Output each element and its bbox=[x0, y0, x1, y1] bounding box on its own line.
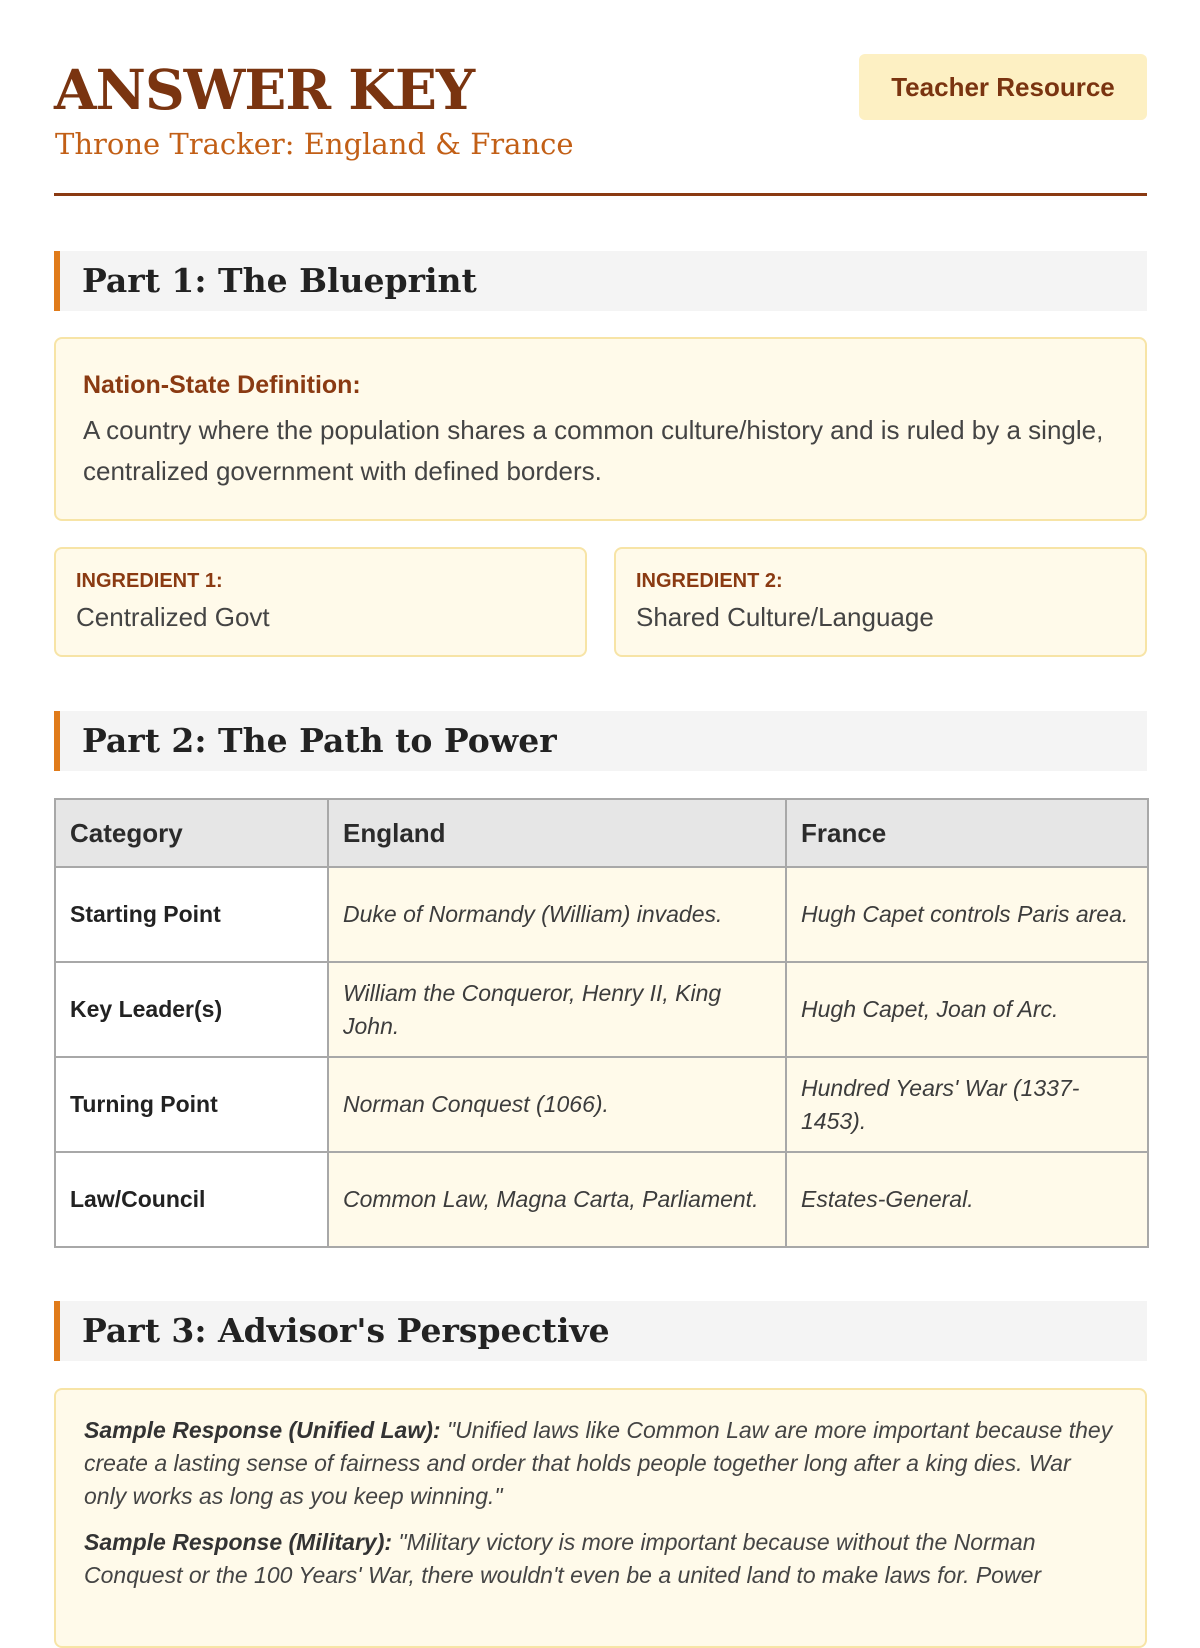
england-cell: Duke of Normandy (William) invades. bbox=[328, 867, 786, 962]
advisor-response-box bbox=[54, 1388, 1147, 1648]
response-label: Sample Response (Unified Law): bbox=[84, 1417, 441, 1443]
definition-box bbox=[54, 337, 1147, 521]
definition-text: A country where the population shares a common culture/history and is ruled by a single, centralized government with defined borders. bbox=[83, 415, 1104, 486]
england-cell: William the Conqueror, Henry II, King John. bbox=[328, 962, 786, 1057]
definition-label: Nation-State Definition: bbox=[83, 371, 361, 399]
sample-response-military bbox=[84, 1526, 1119, 1592]
sample-response-unified-law bbox=[84, 1414, 1119, 1513]
france-cell: Hugh Capet, Joan of Arc. bbox=[786, 962, 1148, 1057]
category-cell: Starting Point bbox=[55, 867, 328, 962]
table-header-row bbox=[55, 799, 1148, 867]
part2-heading: Part 2: The Path to Power bbox=[54, 711, 1147, 771]
table-row bbox=[55, 867, 1148, 962]
path-to-power-table bbox=[54, 798, 1149, 1248]
response-text: "Unified laws like Common Law are more important because they create a lasting sense of fairness and order that holds people together long after a king dies. War only works as long as you keep winning." bbox=[84, 1417, 1113, 1509]
page-header bbox=[54, 0, 1147, 196]
france-cell: Hundred Years' War (1337-1453). bbox=[786, 1057, 1148, 1152]
part3-heading: Part 3: Advisor's Perspective bbox=[54, 1301, 1147, 1361]
answer-key-page bbox=[54, 0, 1147, 1588]
ingredient-label: INGREDIENT 1: bbox=[76, 570, 223, 592]
page-title: ANSWER KEY bbox=[54, 57, 475, 122]
column-header-england: England bbox=[328, 799, 786, 867]
page-subtitle: Throne Tracker: England & France bbox=[55, 127, 574, 161]
ingredient-card-2 bbox=[614, 547, 1147, 657]
teacher-resource-badge: Teacher Resource bbox=[859, 54, 1147, 120]
ingredient-value: Centralized Govt bbox=[76, 602, 270, 632]
table-row bbox=[55, 1152, 1148, 1247]
column-header-category: Category bbox=[55, 799, 328, 867]
ingredient-label: INGREDIENT 2: bbox=[636, 570, 783, 592]
column-header-france: France bbox=[786, 799, 1148, 867]
response-text: "Military victory is more important because without the Norman Conquest or the 100 Years' War, there wouldn't even be a united land to make laws for. Power bbox=[84, 1529, 1042, 1588]
ingredient-card-1 bbox=[54, 547, 587, 657]
table-row bbox=[55, 962, 1148, 1057]
ingredient-value: Shared Culture/Language bbox=[636, 602, 934, 632]
france-cell: Estates-General. bbox=[786, 1152, 1148, 1247]
france-cell: Hugh Capet controls Paris area. bbox=[786, 867, 1148, 962]
england-cell: Common Law, Magna Carta, Parliament. bbox=[328, 1152, 786, 1247]
part1-heading: Part 1: The Blueprint bbox=[54, 251, 1147, 311]
category-cell: Key Leader(s) bbox=[55, 962, 328, 1057]
response-label: Sample Response (Military): bbox=[84, 1529, 393, 1555]
table-row bbox=[55, 1057, 1148, 1152]
category-cell: Turning Point bbox=[55, 1057, 328, 1152]
category-cell: Law/Council bbox=[55, 1152, 328, 1247]
england-cell: Norman Conquest (1066). bbox=[328, 1057, 786, 1152]
